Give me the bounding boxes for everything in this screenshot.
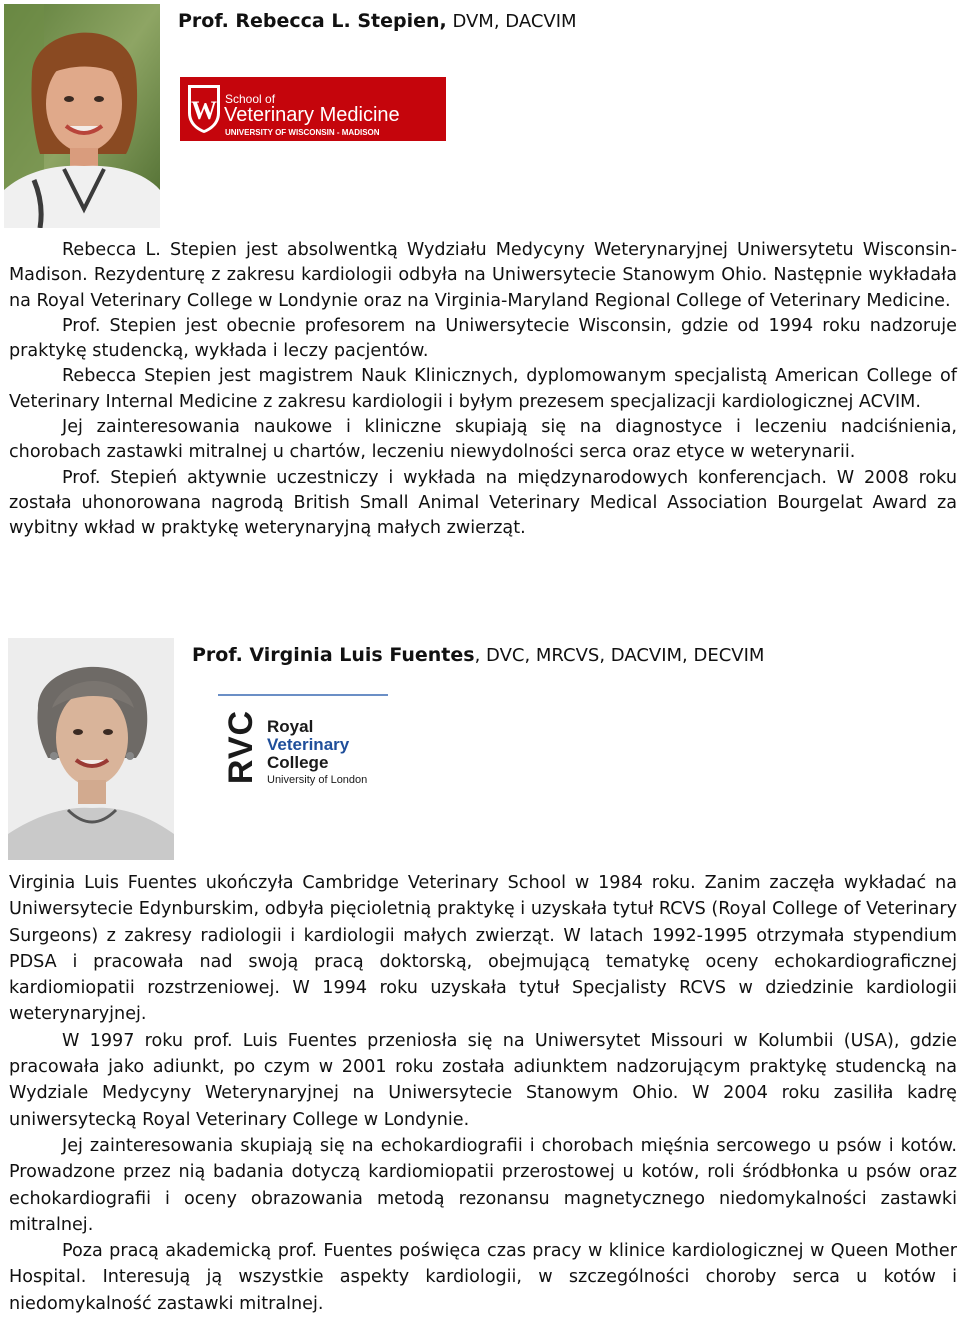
bio1-paragraph-2: Prof. Stepien jest obecnie profesorem na Uniwersytecie Wisconsin, gdzie od 1994 roku nadzoruje praktykę studencką, wykłada i leczy pacjentów. (9, 315, 957, 362)
rvc-logo-mark: RVC (222, 709, 260, 785)
bio2-paragraph-1: Virginia Luis Fuentes ukończyła Cambridge Veterinary School w 1984 roku. Zanim zaczęła wykładać na Uniwersytecie Edynburskim, odbyła pięcioletnią praktykę i uzyskała tytuł RCVS (Royal College of Veterinary Surgeons) z zakresy radiologii i kardiologii małych zwierząt. W latach 1992-1995 otrzymała stypendium PDSA i pracowała nad swoją pracą doktorską, obejmującą tematykę oceny echokardiograficznej kardiomiopatii rozstrzeniowej. W 1994 roku uzyskała tytuł Specjalisty RCVS w dziedzinie kardiologii weterynaryjnej. (9, 873, 957, 1025)
rvc-logo (218, 694, 388, 794)
wisconsin-crest-icon (186, 83, 222, 135)
rvc-logo-line2: Veterinary (267, 735, 350, 754)
virginia-fuentes-portrait (8, 638, 174, 860)
rebecca-stepien-heading (178, 10, 577, 32)
wisconsin-logo-line2: Veterinary Medicine (224, 104, 400, 126)
rebecca-stepien-titles: DVM, DACVIM (446, 11, 577, 32)
wisconsin-vetmed-logo (180, 77, 446, 141)
bio2-paragraph-2: W 1997 roku prof. Luis Fuentes przeniosła się na Uniwersytet Missouri w Kolumbii (USA), gdzie pracowała jako adiunkt, po czym w 2001 roku została adiunktem nadzorującym praktykę studencką na Wydziale Medycyny Weterynaryjnej na Uniwersytecie Stanowym Ohio. W 2004 roku zasiliła kadrę uniwersytecką Royal Veterinary College w Londynie. (9, 1030, 957, 1130)
rvc-logo-line1: Royal (267, 717, 314, 736)
bio2-paragraph-4: Poza pracą akademicką prof. Fuentes poświęca czas pracy w klinice kardiologicznej w Queen Mother Hospital. Interesują ją wszystkie aspekty kardiologii, w szczególności choroby serca u kotów i niedomykalność zastawki mitralnej. (9, 1241, 957, 1314)
virginia-fuentes-bio (9, 870, 957, 1317)
rebecca-stepien-bio (9, 238, 957, 542)
virginia-fuentes-titles: , DVC, MRCVS, DACVIM, DECVIM (474, 645, 765, 666)
bio2-paragraph-3: Jej zainteresowania skupiają się na echokardiografii i chorobach mięśnia sercowego u psów i kotów. Prowadzone przez nią badania dotyczą kardiomiopatii przerostowej u kotów, roli śródbłonka u psów oraz echokardiografii i oceny obrazowania metodą rezonansu magnetycznego niedomykalności zastawki mitralnej. (9, 1135, 957, 1235)
rebecca-stepien-portrait (4, 4, 160, 228)
rebecca-stepien-photo (4, 4, 160, 228)
virginia-fuentes-heading (192, 644, 764, 666)
bio1-paragraph-4: Jej zainteresowania naukowe i kliniczne skupiają się na diagnostyce i leczeniu nadciśnienia, chorobach zastawki mitralnej u chartów, leczeniu niewydolności serca oraz etyce w weterynarii. (9, 417, 957, 463)
wisconsin-logo-line1: School of (225, 92, 276, 106)
rebecca-stepien-name: Prof. Rebecca L. Stepien, (178, 10, 447, 32)
bio1-paragraph-1: Rebecca L. Stepien jest absolwentką Wydziału Medycyny Weterynaryjnej Uniwersytetu Wisconsin-Madison. Rezydenturę z zakresu kardiologii odbyła na Uniwersytecie Stanowym Ohio. Następnie wykładała na Royal Veterinary College w Londynie oraz na Virginia-Maryland Regional College of Veterinary Medicine. (9, 240, 957, 311)
svg-text:W: W (191, 96, 217, 125)
virginia-fuentes-photo (8, 638, 174, 860)
bio1-paragraph-3: Rebecca Stepien jest magistrem Nauk Klinicznych, dyplomowanym specjalistą American College of Veterinary Internal Medicine z zakresu kardiologii i byłym prezesem specjalizacji kardiologicznej ACVIM. (9, 366, 957, 412)
rvc-logo-top-line (218, 694, 388, 696)
rvc-logo-line3: College (267, 753, 329, 772)
rvc-logo-line4: University of London (267, 774, 368, 786)
bio1-paragraph-5: Prof. Stepień aktywnie uczestniczy i wykłada na międzynarodowych konferencjach. W 2008 roku została uhonorowana nagrodą British Small Animal Veterinary Medical Association Bourgelat Award za wybitny wkład w praktykę weterynaryjną małych zwierząt. (9, 467, 957, 539)
virginia-fuentes-name: Prof. Virginia Luis Fuentes (192, 644, 475, 666)
wisconsin-logo-line3: UNIVERSITY OF WISCONSIN - MADISON (225, 128, 380, 137)
